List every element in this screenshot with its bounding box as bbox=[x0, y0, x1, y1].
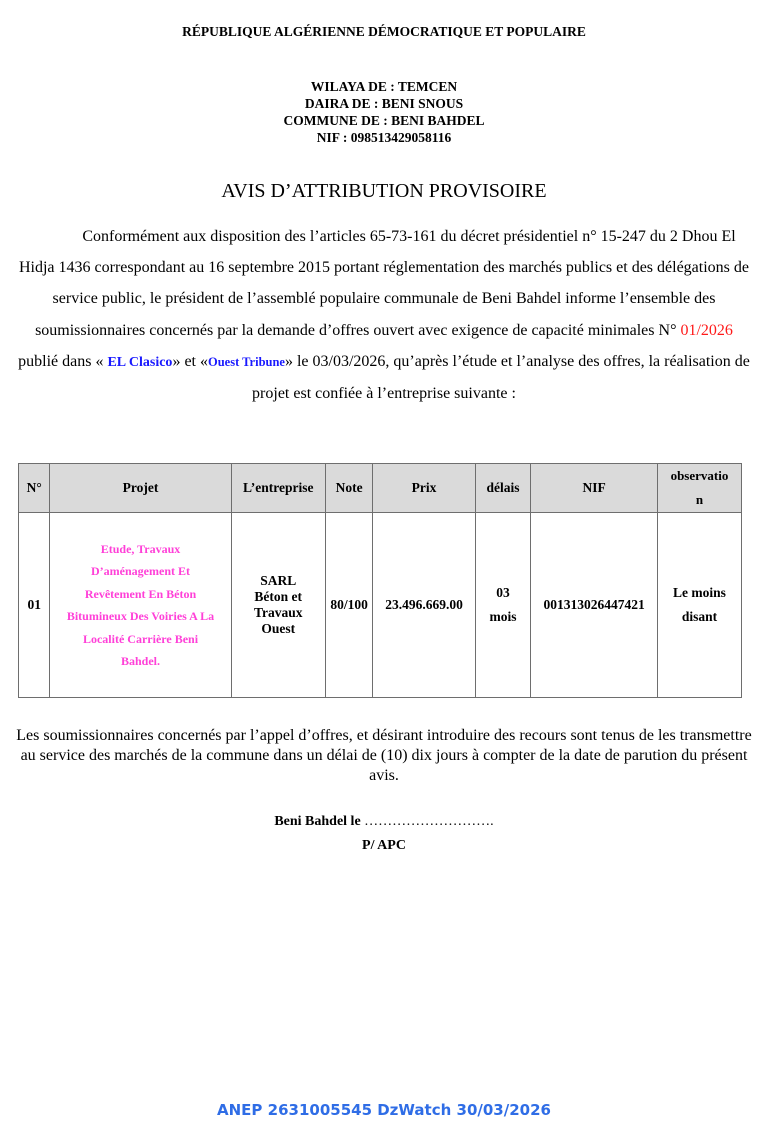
cell-nif: 001313026447421 bbox=[531, 513, 658, 698]
projet-line: Bitumineux Des Voiries A La bbox=[66, 609, 215, 623]
recours-paragraph: Les soumissionnaires concernés par l’appel d’offres, et désirant introduire des recours sont tenus de les transmettre au service des marchés de la commune dans un délai de (10) dix jours à compter de la date de parution du présent avis. bbox=[16, 727, 752, 784]
attribution-table bbox=[18, 463, 742, 698]
projet-line: Bahdel. bbox=[121, 654, 161, 668]
republic-heading: RÉPUBLIQUE ALGÉRIENNE DÉMOCRATIQUE ET POPULAIRE bbox=[182, 24, 586, 39]
newspaper-ouest-tribune: Ouest Tribune bbox=[207, 354, 285, 369]
wilaya-line: WILAYA DE : TEMCEN bbox=[310, 79, 458, 94]
newspaper-el-clasico: EL Clasico bbox=[107, 354, 173, 370]
table-header-row bbox=[19, 464, 742, 513]
cell-projet bbox=[50, 513, 231, 698]
cell-observation bbox=[657, 513, 741, 698]
signatory: P/ APC bbox=[362, 838, 406, 853]
col-delais: délais bbox=[475, 464, 531, 513]
entreprise-line: Travaux bbox=[253, 605, 303, 620]
daira-line: DAIRA DE : BENI SNOUS bbox=[304, 96, 464, 111]
projet-line: Revêtement En Béton bbox=[84, 586, 197, 601]
entreprise-line: Béton et bbox=[254, 589, 303, 604]
col-projet: Projet bbox=[50, 464, 231, 513]
col-num: N° bbox=[19, 464, 50, 513]
projet-line: Localité Carrière Beni bbox=[82, 631, 199, 646]
cell-note: 80/100 bbox=[325, 513, 373, 698]
cell-num: 01 bbox=[19, 513, 50, 698]
intro-paragraph bbox=[18, 221, 750, 409]
signature-place: Beni Bahdel le bbox=[274, 814, 361, 829]
col-entreprise: L’entreprise bbox=[231, 464, 325, 513]
page-title: AVIS D’ATTRIBUTION PROVISOIRE bbox=[221, 180, 547, 202]
projet-line: D’aménagement Et bbox=[91, 564, 190, 578]
observation-line: disant bbox=[681, 609, 718, 624]
col-prix: Prix bbox=[373, 464, 475, 513]
col-observation-1: observatio bbox=[670, 468, 729, 483]
observation-line: Le moins bbox=[673, 585, 726, 600]
tender-number: 01/2026 bbox=[680, 321, 733, 339]
projet-line: Etude, Travaux bbox=[100, 541, 181, 556]
nif-line: NIF : 098513429058116 bbox=[316, 130, 452, 145]
footer-reference: ANEP 2631005545 DzWatch 30/03/2026 bbox=[217, 1101, 551, 1119]
cell-prix: 23.496.669.00 bbox=[373, 513, 475, 698]
signature-date-dots: ………………………. bbox=[360, 814, 494, 829]
intro-text-1: Conformément aux disposition des l’articles 65-73-161 du décret présidentiel n° 15-247 du 2 Dhou El Hidja 1436 correspondant au 16 septembre 2015 portant réglementation des marchés publics et des délégations de service public, le président de l’assemblé populaire communale de Beni Bahdel informe l’ensemble des soumissionnaires concernés par la demande d’offres ouvert avec exigence de capacité minimales N° bbox=[18, 228, 749, 339]
signature-place-date bbox=[0, 814, 768, 830]
entreprise-line: Ouest bbox=[261, 621, 296, 636]
cell-delais bbox=[475, 513, 531, 698]
delais-unit: mois bbox=[489, 609, 517, 624]
cell-entreprise bbox=[231, 513, 325, 698]
col-nif: NIF bbox=[531, 464, 658, 513]
intro-text-3: » et « bbox=[172, 352, 208, 370]
entreprise-line: SARL bbox=[260, 573, 297, 588]
intro-text-2: publié dans « bbox=[18, 352, 108, 370]
col-observation bbox=[657, 464, 741, 513]
delais-value: 03 bbox=[496, 585, 510, 600]
table-row bbox=[19, 513, 742, 698]
col-note: Note bbox=[325, 464, 373, 513]
commune-line: COMMUNE DE : BENI BAHDEL bbox=[283, 113, 485, 128]
intro-text-4: » le 03/03/2026, qu’après l’étude et l’analyse des offres, la réalisation de projet est confiée à l’entreprise suivante : bbox=[252, 352, 750, 403]
col-observation-2: n bbox=[695, 492, 704, 507]
